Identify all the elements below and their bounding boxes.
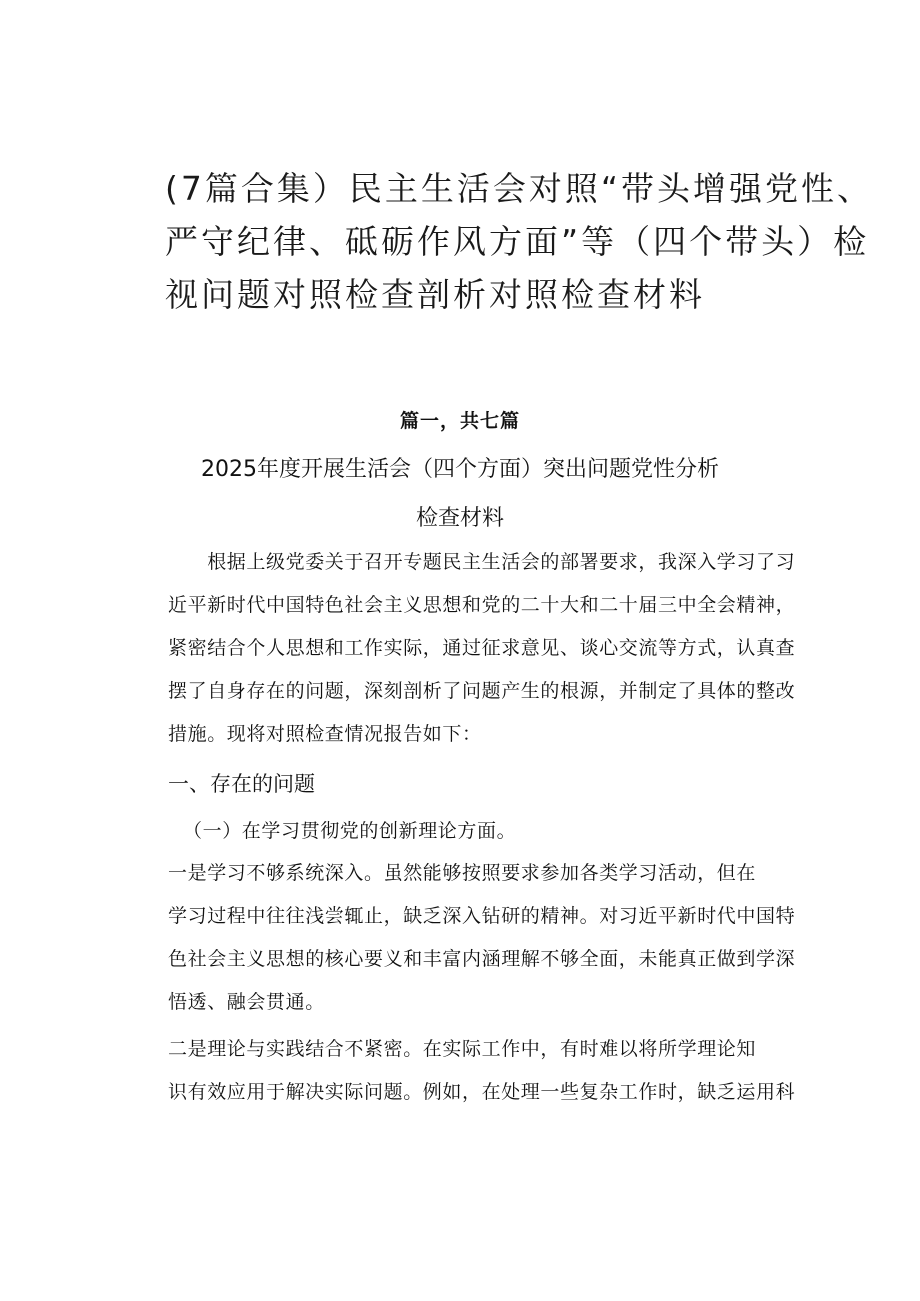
paragraph-line: 学习过程中往往浅尝辄止，缺乏深入钻研的精神。对习近平新时代中国特 xyxy=(168,905,796,927)
paragraph-line: 色社会主义思想的核心要义和丰富内涵理解不够全面，未能真正做到学深 xyxy=(168,948,796,970)
title-line: 严守纪律、砥砺作风方面”等（四个带头）检 xyxy=(165,222,870,261)
part-label: 篇一，共七篇 xyxy=(399,410,520,432)
body-paragraph xyxy=(168,852,816,1024)
paragraph-line: 措施。现将对照检查情况报告如下： xyxy=(168,723,482,745)
paragraph-line: 一是学习不够系统深入。虽然能够按照要求参加各类学习活动，但在 xyxy=(168,862,757,884)
title-line: (7篇合集）民主生活会对照“带头增强党性、 xyxy=(165,169,873,208)
body-paragraph xyxy=(168,1028,816,1114)
paragraph-line: 二是理论与实践结合不紧密。在实际工作中，有时难以将所学理论知 xyxy=(168,1038,757,1060)
paragraph-line: 识有效应用于解决实际问题。例如，在处理一些复杂工作时，缺乏运用科 xyxy=(168,1081,796,1103)
paragraph-line: 摆了自身存在的问题，深刻剖析了问题产生的根源，并制定了具体的整改 xyxy=(168,680,796,702)
subsection-heading: （一）在学习贯彻党的创新理论方面。 xyxy=(183,820,517,842)
paragraph-line: 根据上级党委关于召开专题民主生活会的部署要求，我深入学习了习 xyxy=(168,551,796,573)
paragraph-line: 悟透、融会贯通。 xyxy=(168,991,325,1013)
subtitle-line: 检查材料 xyxy=(415,506,504,531)
paragraph-line: 紧密结合个人思想和工作实际，通过征求意见、谈心交流等方式，认真查 xyxy=(168,637,796,659)
paragraph-line: 近平新时代中国特色社会主义思想和党的二十大和二十届三中全会精神， xyxy=(168,594,796,616)
document-title xyxy=(165,162,873,321)
subtitle-line: 2025年度开展生活会（四个方面）突出问题党性分析 xyxy=(201,457,719,482)
title-line: 视问题对照检查剖析对照检查材料 xyxy=(165,275,705,314)
section-heading: 一、存在的问题 xyxy=(168,772,315,796)
intro-paragraph xyxy=(168,541,816,756)
